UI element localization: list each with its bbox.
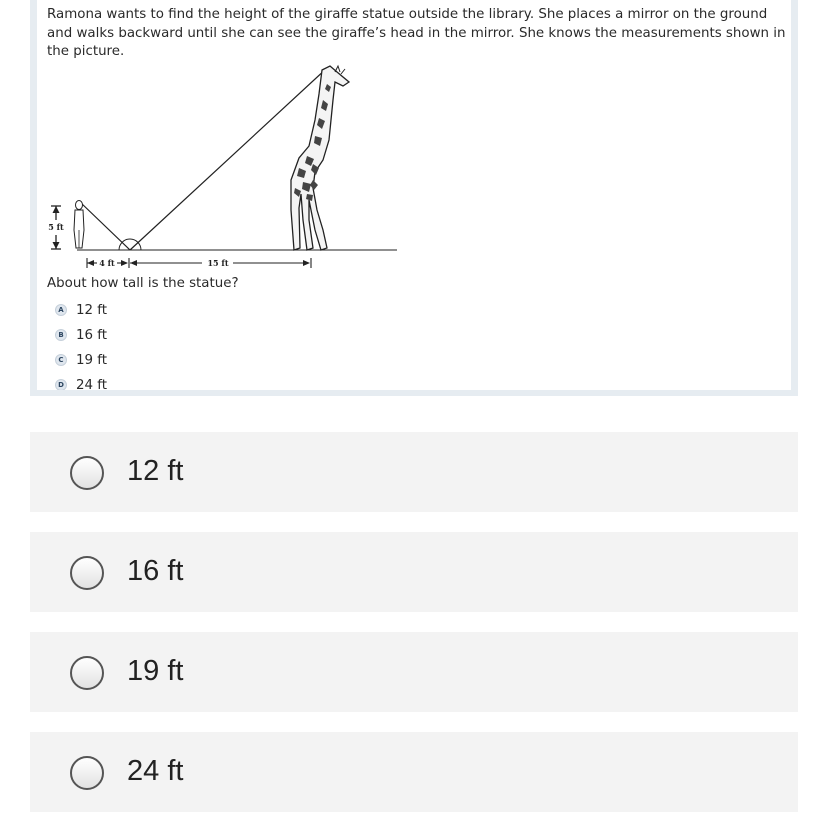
- answer-option-2[interactable]: [30, 532, 798, 612]
- image-choice-label: 19 ft: [76, 352, 108, 368]
- radio-button[interactable]: [70, 756, 104, 790]
- image-choice-label: 16 ft: [76, 327, 108, 343]
- question-prompt: About how tall is the statue?: [47, 276, 239, 291]
- answer-label: 24 ft: [127, 755, 184, 787]
- image-choice-label: 24 ft: [76, 377, 108, 390]
- answer-label: 16 ft: [127, 555, 184, 587]
- question-image-panel: [30, 0, 798, 396]
- mirror-angle-arc: [119, 239, 141, 250]
- answer-option-3[interactable]: [30, 632, 798, 712]
- person-figure: [74, 201, 84, 249]
- choice-letter-bubble: A: [55, 304, 67, 316]
- answer-option-1[interactable]: [30, 432, 798, 512]
- image-choice-a: [55, 301, 107, 319]
- choice-letter-bubble: C: [55, 354, 67, 366]
- image-choice-c: [55, 351, 107, 369]
- sight-line-person: [80, 202, 130, 250]
- answer-label: 19 ft: [127, 655, 184, 687]
- mirror-distance-label: 4 ft: [99, 258, 115, 268]
- statue-distance-label: 15 ft: [207, 258, 229, 268]
- choice-letter-bubble: D: [55, 379, 67, 390]
- radio-button[interactable]: [70, 556, 104, 590]
- answer-option-4[interactable]: [30, 732, 798, 812]
- person-height-label: 5 ft: [48, 222, 64, 232]
- image-choice-label: 12 ft: [76, 302, 108, 318]
- choice-letter-bubble: B: [55, 329, 67, 341]
- question-text: Ramona wants to find the height of the giraffe statue outside the library. She places a mirror on the ground and walks backward until she can see the giraffe’s head in the mirror. She knows the measurements shown in the picture.: [47, 7, 786, 59]
- image-choice-b: [55, 326, 107, 344]
- radio-button[interactable]: [70, 656, 104, 690]
- image-choice-d: [55, 376, 107, 390]
- radio-button[interactable]: [70, 456, 104, 490]
- giraffe-mirror-diagram: [37, 60, 457, 275]
- question-card: [37, 0, 791, 390]
- answer-label: 12 ft: [127, 455, 184, 487]
